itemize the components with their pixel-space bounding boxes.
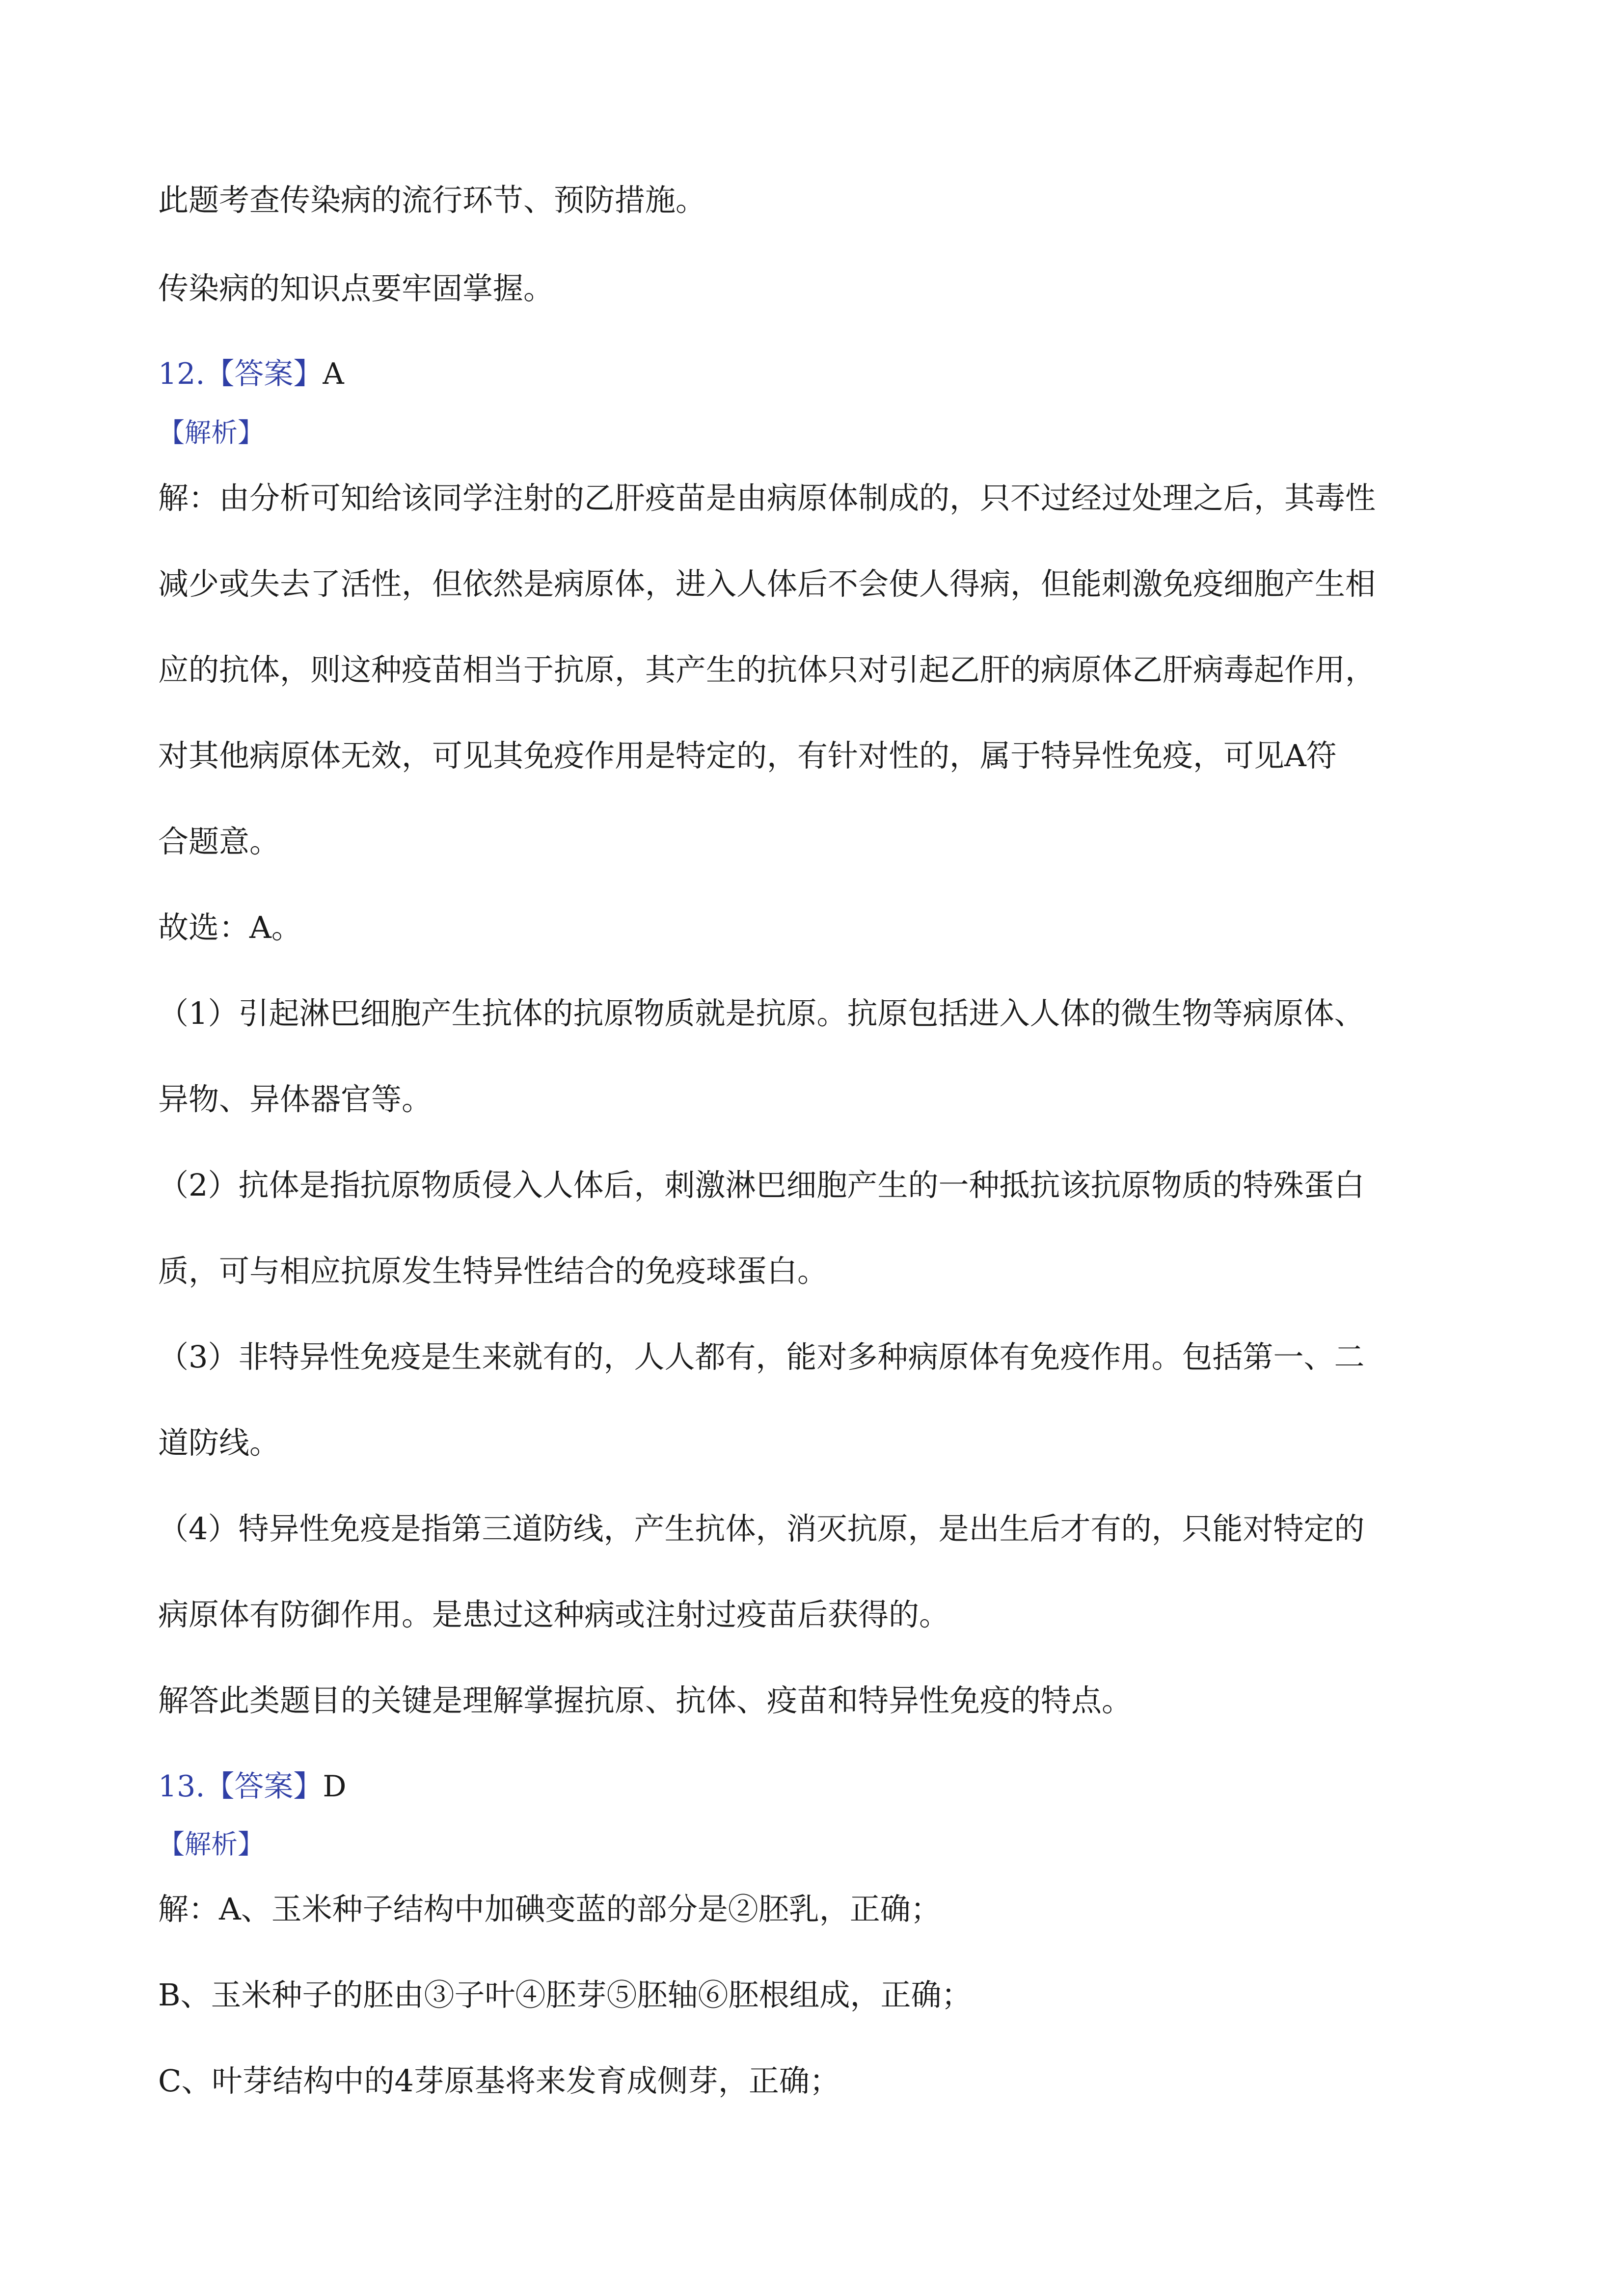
answer-value: A: [323, 357, 344, 391]
analysis-tag-13: 【解析】: [158, 1829, 264, 1860]
paragraph-line: B、玉米种子的胚由③子叶④胚芽⑤胚轴⑥胚根组成，正确；: [158, 1977, 972, 2013]
paragraph-line: 传染病的知识点要牢固掌握。: [158, 270, 554, 306]
analysis-tag-12: 【解析】: [158, 417, 264, 448]
question-number: 12.: [158, 357, 205, 391]
paragraph-line: 合题意。: [158, 824, 280, 859]
paragraph-line: 故选：A。: [158, 909, 302, 945]
paragraph-line: 解：由分析可知给该同学注射的乙肝疫苗是由病原体制成的，只不过经过处理之后，其毒性: [158, 480, 1376, 516]
answer-tag: 【答案】: [205, 357, 323, 391]
paragraph-line: （3）非特异性免疫是生来就有的，人人都有，能对多种病原体有免疫作用。包括第一、二: [158, 1339, 1365, 1375]
paragraph-line: 异物、异体器官等。: [158, 1081, 433, 1117]
paragraph-line: C、叶芽结构中的4芽原基将来发育成侧芽，正确；: [158, 2063, 840, 2099]
paragraph-line: 对其他病原体无效，可见其免疫作用是特定的，有针对性的，属于特异性免疫，可见A符: [158, 738, 1337, 774]
answer-heading-13: [158, 1767, 1484, 1806]
paragraph-line: 质，可与相应抗原发生特异性结合的免疫球蛋白。: [158, 1253, 828, 1289]
paragraph-line: （2）抗体是指抗原物质侵入人体后，刺激淋巴细胞产生的一种抵抗该抗原物质的特殊蛋白: [158, 1167, 1365, 1203]
paragraph-line: 应的抗体，则这种疫苗相当于抗原，其产生的抗体只对引起乙肝的病原体乙肝病毒起作用，: [158, 652, 1376, 688]
paragraph-line: 解：A、玉米种子结构中加碘变蓝的部分是②胚乳，正确；: [158, 1891, 941, 1927]
paragraph-line: （4）特异性免疫是指第三道防线，产生抗体，消灭抗原，是出生后才有的，只能对特定的: [158, 1511, 1365, 1547]
paragraph-line: 此题考查传染病的流行环节、预防措施。: [158, 182, 706, 218]
paragraph-line: 减少或失去了活性，但依然是病原体，进入人体后不会使人得病，但能刺激免疫细胞产生相: [158, 566, 1376, 602]
answer-value: D: [323, 1769, 347, 1804]
question-number: 13.: [158, 1769, 205, 1804]
answer-tag: 【答案】: [205, 1769, 323, 1804]
paragraph-line: （1）引起淋巴细胞产生抗体的抗原物质就是抗原。抗原包括进入人体的微生物等病原体、: [158, 995, 1365, 1031]
paragraph-line: 道防线。: [158, 1425, 280, 1461]
paragraph-line: 病原体有防御作用。是患过这种病或注射过疫苗后获得的。: [158, 1597, 950, 1632]
paragraph-line: 解答此类题目的关键是理解掌握抗原、抗体、疫苗和特异性免疫的特点。: [158, 1682, 1133, 1718]
answer-heading-12: [158, 354, 1484, 394]
